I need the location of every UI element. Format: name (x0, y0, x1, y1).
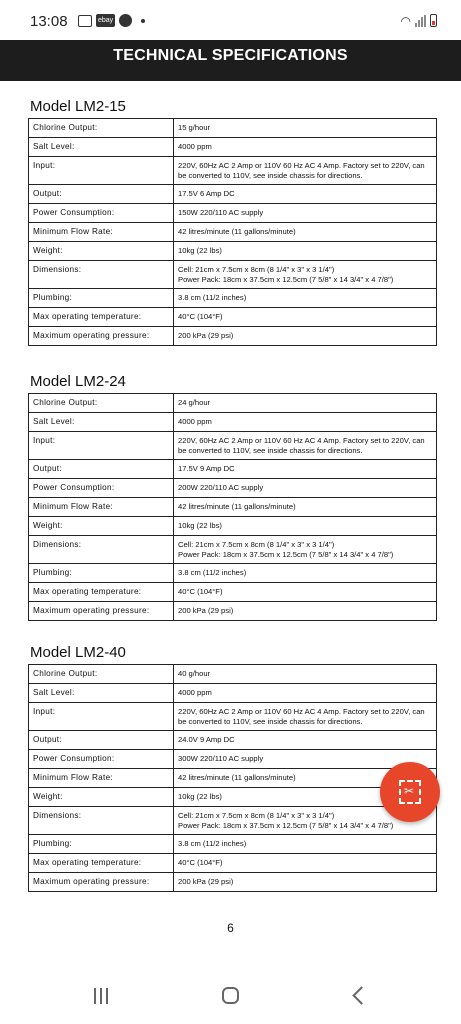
spec-table (28, 118, 437, 346)
table-row (29, 769, 437, 788)
spec-value: 40°C (104°F) (174, 854, 437, 873)
spec-label: Dimensions: (29, 807, 174, 835)
spec-label: Chlorine Output: (29, 394, 174, 413)
table-row (29, 602, 437, 621)
table-row (29, 873, 437, 892)
notification-icons (78, 14, 145, 27)
spec-label: Minimum Flow Rate: (29, 223, 174, 242)
spec-value: 300W 220/110 AC supply (174, 750, 437, 769)
spec-label: Input: (29, 703, 174, 731)
spec-value: 24 g/hour (174, 394, 437, 413)
status-bar (0, 0, 461, 40)
table-row (29, 432, 437, 460)
power-pack-dimensions: Power Pack: 18cm x 37.5cm x 12.5cm (7 5/8" x 14 3/4" x 4 7/8") (178, 550, 394, 559)
table-row (29, 731, 437, 750)
model-title: Model LM2-15 (30, 98, 126, 115)
model-section-lm2-24 (28, 373, 438, 621)
table-row (29, 703, 437, 731)
spec-label: Dimensions: (29, 536, 174, 564)
status-time: 13:08 (30, 13, 68, 30)
spec-label: Plumbing: (29, 835, 174, 854)
spec-label: Maximum operating pressure: (29, 873, 174, 892)
table-row (29, 479, 437, 498)
spec-value: 10kg (22 lbs) (174, 242, 437, 261)
table-row (29, 750, 437, 769)
power-pack-dimensions: Power Pack: 18cm x 37.5cm x 12.5cm (7 5/8" x 14 3/4" x 4 7/8") (178, 275, 394, 284)
spec-value: 10kg (22 lbs) (174, 788, 437, 807)
more-notifications-dot-icon (141, 19, 145, 23)
spec-value: 15 g/hour (174, 119, 437, 138)
spec-label: Max operating temperature: (29, 583, 174, 602)
spec-label: Weight: (29, 242, 174, 261)
spec-value: 3.8 cm (11/2 inches) (174, 564, 437, 583)
recent-apps-button[interactable] (94, 988, 108, 1004)
spec-value: 4000 ppm (174, 138, 437, 157)
spec-value-multiline (174, 261, 437, 289)
spec-label: Max operating temperature: (29, 854, 174, 873)
spec-value: 220V, 60Hz AC 2 Amp or 110V 60 Hz AC 4 Amp. Factory set to 220V, can be converted to 110V, see inside chassis for directions. (174, 157, 437, 185)
table-row (29, 536, 437, 564)
spec-label: Minimum Flow Rate: (29, 498, 174, 517)
spec-value: 4000 ppm (174, 684, 437, 703)
table-row (29, 835, 437, 854)
spec-value: 200W 220/110 AC supply (174, 479, 437, 498)
power-pack-dimensions: Power Pack: 18cm x 37.5cm x 12.5cm (7 5/8" x 14 3/4" x 4 7/8") (178, 821, 394, 830)
spec-value: 200 kPa (29 psi) (174, 602, 437, 621)
spec-label: Maximum operating pressure: (29, 327, 174, 346)
table-row (29, 460, 437, 479)
spec-table (28, 664, 437, 892)
wifi-icon: ◠ (400, 14, 411, 28)
table-row (29, 583, 437, 602)
spec-value: 200 kPa (29 psi) (174, 873, 437, 892)
table-row (29, 185, 437, 204)
document-header (0, 40, 461, 81)
spec-value: 17.5V 6 Amp DC (174, 185, 437, 204)
spec-label: Salt Level: (29, 413, 174, 432)
ebay-notification-icon: ebay (96, 14, 115, 27)
spec-label: Dimensions: (29, 261, 174, 289)
spec-table (28, 393, 437, 621)
spec-label: Plumbing: (29, 289, 174, 308)
spec-value-multiline (174, 536, 437, 564)
table-row (29, 308, 437, 327)
battery-icon (430, 14, 437, 27)
table-row (29, 517, 437, 536)
spec-label: Power Consumption: (29, 204, 174, 223)
table-row (29, 204, 437, 223)
spec-value: 220V, 60Hz AC 2 Amp or 110V 60 Hz AC 4 Amp. Factory set to 220V, can be converted to 110V, see inside chassis for directions. (174, 432, 437, 460)
table-row (29, 564, 437, 583)
spec-value: 3.8 cm (11/2 inches) (174, 835, 437, 854)
spec-value: 24.0V 9 Amp DC (174, 731, 437, 750)
model-section-lm2-40 (28, 644, 438, 892)
spec-value: 3.8 cm (11/2 inches) (174, 289, 437, 308)
home-button[interactable] (222, 987, 239, 1004)
spec-label: Input: (29, 157, 174, 185)
model-title: Model LM2-40 (30, 644, 126, 661)
spec-value: 150W 220/110 AC supply (174, 204, 437, 223)
spec-label: Output: (29, 185, 174, 204)
table-row (29, 289, 437, 308)
table-row (29, 327, 437, 346)
spec-label: Output: (29, 460, 174, 479)
spec-value: 220V, 60Hz AC 2 Amp or 110V 60 Hz AC 4 Amp. Factory set to 220V, can be converted to 110V, see inside chassis for directions. (174, 703, 437, 731)
spec-value: 42 litres/minute (11 gallons/minute) (174, 498, 437, 517)
back-button[interactable] (352, 986, 370, 1004)
cell-dimensions: Cell: 21cm x 7.5cm x 8cm (8 1/4" x 3" x 3 1/4") (178, 811, 335, 820)
spec-value: 40°C (104°F) (174, 583, 437, 602)
screenshot-crop-icon: ✂ (399, 780, 421, 804)
spec-label: Salt Level: (29, 684, 174, 703)
page-title: TECHNICAL SPECIFICATIONS (113, 47, 348, 64)
spec-label: Power Consumption: (29, 750, 174, 769)
table-row (29, 498, 437, 517)
spec-label: Chlorine Output: (29, 665, 174, 684)
table-row (29, 242, 437, 261)
spec-value: 42 litres/minute (11 gallons/minute) (174, 223, 437, 242)
spec-value: 40 g/hour (174, 665, 437, 684)
cell-dimensions: Cell: 21cm x 7.5cm x 8cm (8 1/4" x 3" x 3 1/4") (178, 540, 335, 549)
model-title: Model LM2-24 (30, 373, 126, 390)
screenshot-capture-button[interactable] (380, 762, 440, 822)
model-section-lm2-15 (28, 98, 438, 346)
table-row (29, 261, 437, 289)
app-notification-icon (119, 14, 132, 27)
table-row (29, 807, 437, 835)
system-status-icons (401, 14, 437, 27)
system-navigation-bar (0, 975, 461, 1024)
table-row (29, 413, 437, 432)
spec-label: Max operating temperature: (29, 308, 174, 327)
table-row (29, 684, 437, 703)
calendar-notification-icon (78, 15, 92, 27)
table-row (29, 138, 437, 157)
table-row (29, 854, 437, 873)
spec-label: Salt Level: (29, 138, 174, 157)
table-row (29, 119, 437, 138)
cell-dimensions: Cell: 21cm x 7.5cm x 8cm (8 1/4" x 3" x 3 1/4") (178, 265, 335, 274)
spec-label: Input: (29, 432, 174, 460)
signal-icon (415, 15, 426, 27)
spec-label: Minimum Flow Rate: (29, 769, 174, 788)
spec-label: Maximum operating pressure: (29, 602, 174, 621)
page-number: 6 (227, 921, 234, 935)
spec-value: 10kg (22 lbs) (174, 517, 437, 536)
spec-label: Chlorine Output: (29, 119, 174, 138)
table-row (29, 223, 437, 242)
spec-label: Power Consumption: (29, 479, 174, 498)
spec-label: Output: (29, 731, 174, 750)
spec-label: Plumbing: (29, 564, 174, 583)
spec-value: 42 litres/minute (11 gallons/minute) (174, 769, 437, 788)
spec-value: 17.5V 9 Amp DC (174, 460, 437, 479)
spec-label: Weight: (29, 788, 174, 807)
table-row (29, 788, 437, 807)
table-row (29, 394, 437, 413)
spec-value: 4000 ppm (174, 413, 437, 432)
spec-label: Weight: (29, 517, 174, 536)
spec-value: 40°C (104°F) (174, 308, 437, 327)
spec-value: 200 kPa (29 psi) (174, 327, 437, 346)
table-row (29, 157, 437, 185)
table-row (29, 665, 437, 684)
